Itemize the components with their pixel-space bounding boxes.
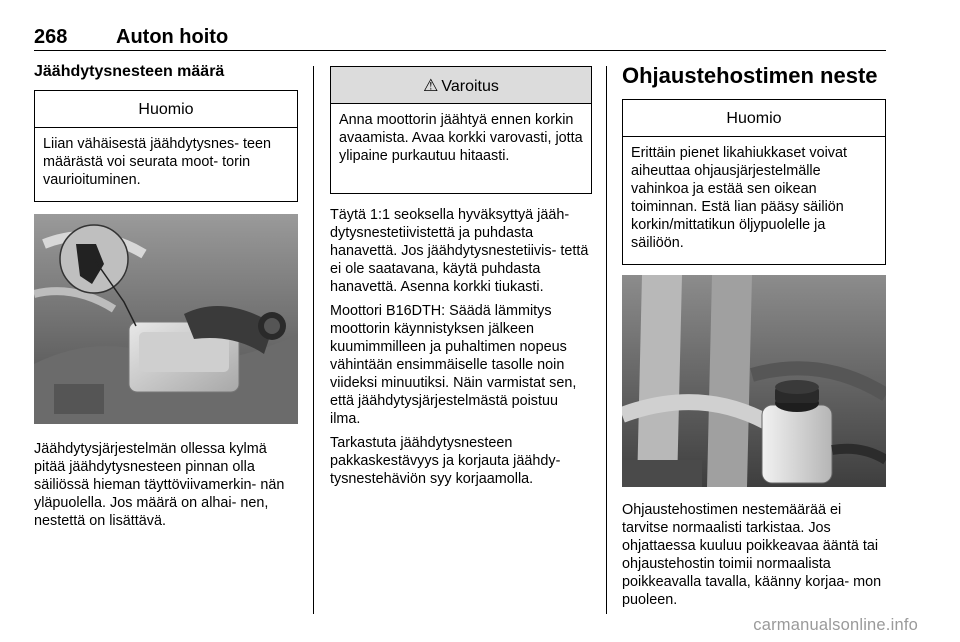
warning-heading: Varoitus — [441, 78, 499, 95]
column-1 — [34, 60, 298, 536]
page-number: 268 — [34, 26, 68, 48]
paragraph-coolant-level: Jäähdytysjärjestelmän ollessa kylmä pitää jäähdytysnesteen pinnan olla säiliössä hieman täyttöviivamerkin- nän yläpuolella. Jos määrä on alhai- nen, nestettä on lisättävä. — [34, 441, 285, 529]
notice-box-steering — [622, 99, 886, 265]
engine-bay-illustration — [34, 214, 298, 424]
notice-heading: Huomio — [623, 100, 885, 137]
notice-body: Erittäin pienet likahiukkaset voivat aiheuttaa ohjausjärjestelmälle vahinkoa ja estää sen oikean toiminnan. Estä lian pääsy säiliön korkin/mittatikun öljypuolelle ja säiliöön. — [631, 145, 847, 251]
warning-triangle-icon: ⚠ — [423, 76, 439, 95]
watermark: carmanualsonline.info — [753, 616, 918, 634]
coolant-reservoir-photo — [34, 214, 298, 424]
paragraph-b16dth: Moottori B16DTH: Säädä lämmitys moottorin käynnistyksen jälkeen kuumimmilleen ja puhaltimen nopeus vähintään ensimmäiselle tasolle noin viideksi minuutiksi. Näin varmistat sen, että jäähdytysjärjestelmästä poistuu ilma. — [330, 303, 577, 427]
section-title-coolant-level: Jäähdytysnesteen määrä — [34, 63, 225, 80]
paragraph-power-steering: Ohjaustehostimen nestemäärää ei tarvitse normaalisti tarkistaa. Jos ohjattaessa kuuluu poikkeavaa ääntä tai ohjaustehostin toimii normaalista poikkeavalla tavalla, käänny korjaa- mon puoleen. — [622, 502, 882, 608]
warning-body: Anna moottorin jäähtyä ennen korkin avaamista. Avaa korkki varovasti, jotta ylipaine purkautuu hitaasti. — [339, 112, 583, 164]
column-3 — [622, 60, 886, 615]
notice-body: Liian vähäisestä jäähdytysnes- teen määrästä voi seurata moot- torin vaurioituminen. — [43, 136, 271, 188]
column-divider-2 — [606, 66, 607, 614]
steering-reservoir-illustration — [622, 275, 886, 487]
header-rule — [34, 50, 886, 51]
warning-box — [330, 66, 592, 194]
notice-box-coolant — [34, 90, 298, 202]
warning-heading-bar — [331, 67, 591, 104]
column-2 — [330, 66, 592, 494]
notice-heading: Huomio — [35, 91, 297, 128]
chapter-title: Auton hoito — [116, 26, 229, 48]
section-title-power-steering: Ohjaustehostimen neste — [622, 63, 878, 88]
paragraph-antifreeze: Tarkastuta jäähdytysnesteen pakkaskestävyys ja korjauta jäähdy- tysnestehäviön syy korjaamolla. — [330, 435, 561, 487]
power-steering-reservoir-photo — [622, 275, 886, 487]
column-divider-1 — [313, 66, 314, 614]
paragraph-fill-instructions: Täytä 1:1 seoksella hyväksyttyä jääh- dytysnestetiivistettä ja puhdasta hanavettä. Jos jäähdytysnestetiivis- tettä ei ole saatavana, käytä puhdasta hanavettä. Asenna korkki tiukasti. — [330, 207, 589, 295]
